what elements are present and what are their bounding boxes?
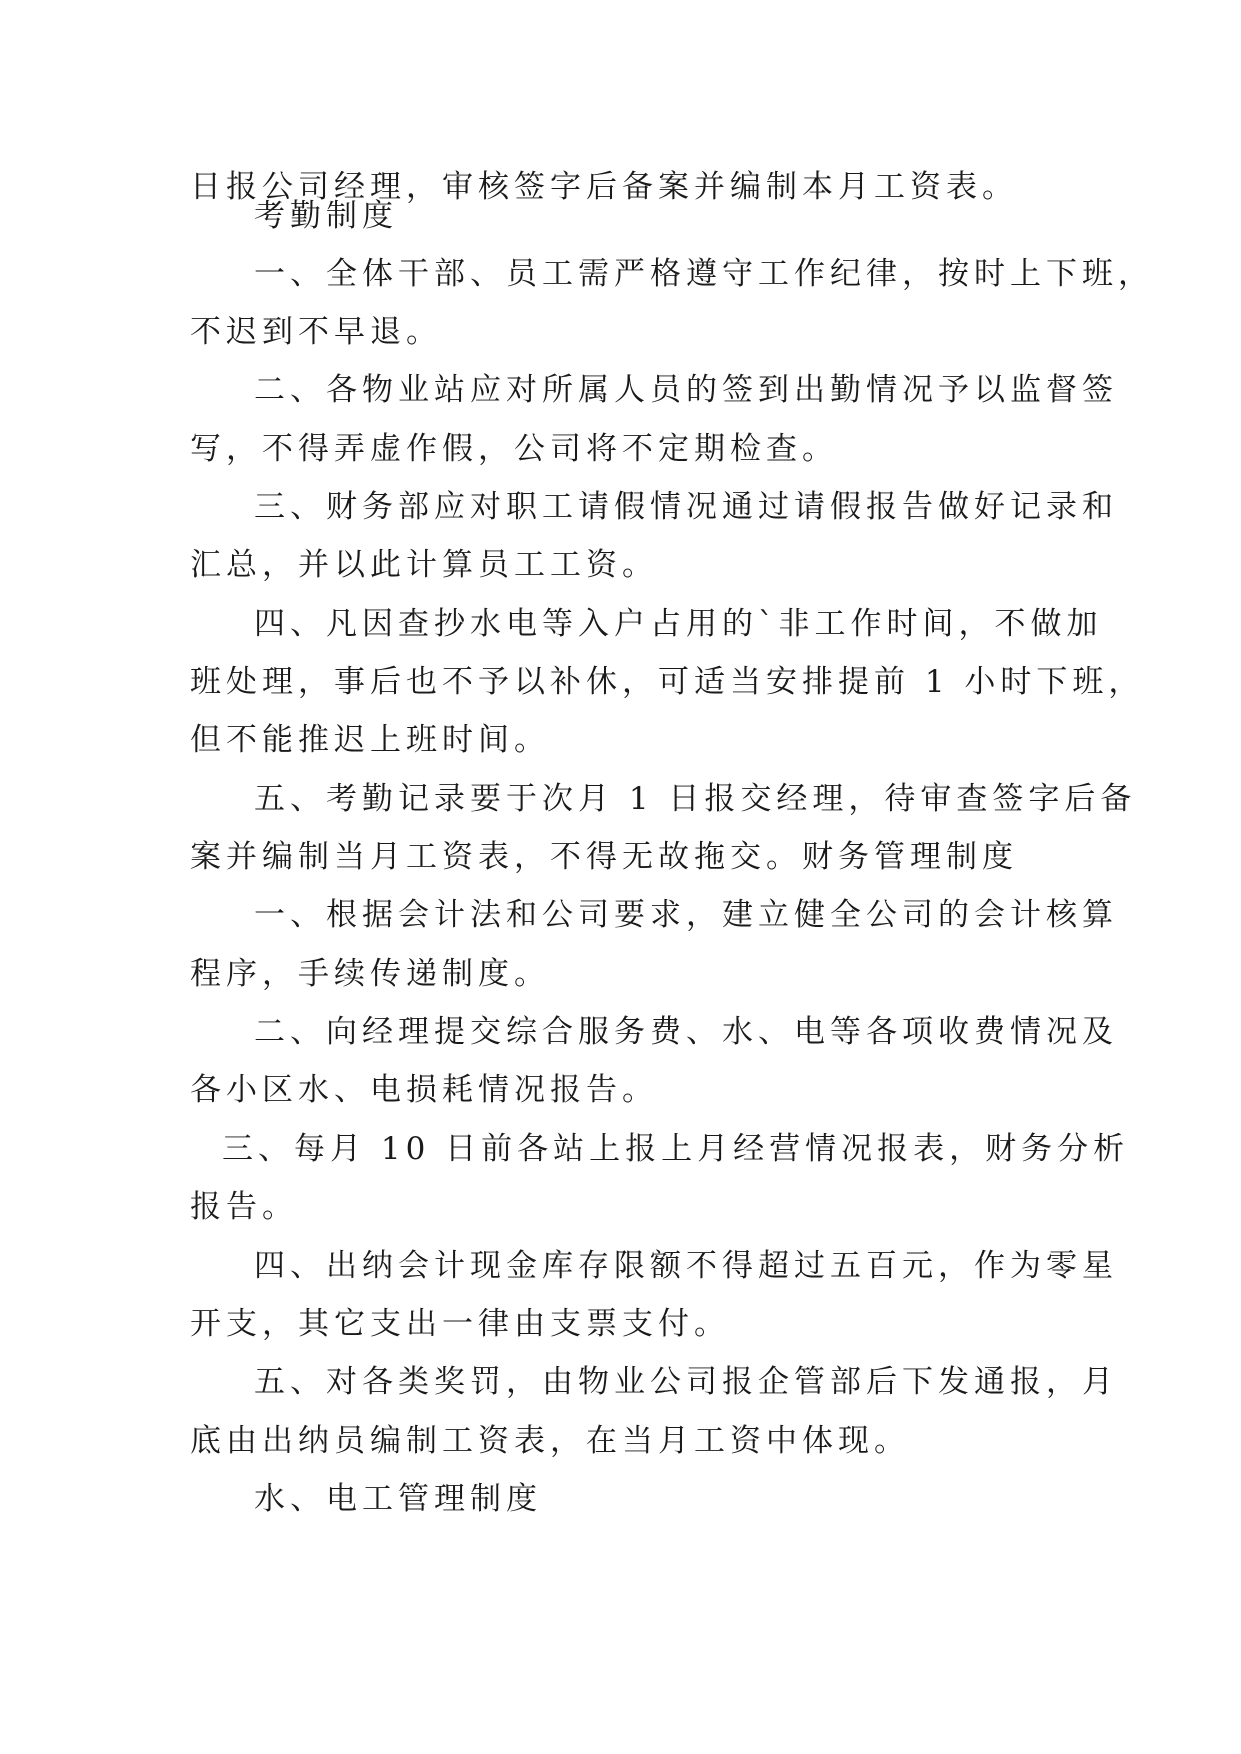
paragraph-line: 案并编制当月工资表，不得无故拖交。财务管理制度 <box>190 839 1018 875</box>
section-heading-attendance: 考勤制度 <box>254 198 398 234</box>
paragraph-line: 汇总，并以此计算员工工资。 <box>190 547 658 583</box>
paragraph-line: 写，不得弄虚作假，公司将不定期检查。 <box>190 431 838 467</box>
paragraph-line: 二、各物业站应对所属人员的签到出勤情况予以监督签 <box>254 372 1118 408</box>
paragraph-line: 一、全体干部、员工需严格遵守工作纪律，按时上下班， <box>254 256 1154 292</box>
paragraph-line: 报告。 <box>190 1189 298 1225</box>
paragraph-line: 三、每月 10 日前各站上报上月经营情况报表，财务分析 <box>222 1131 1130 1167</box>
paragraph-line: 一、根据会计法和公司要求，建立健全公司的会计核算 <box>254 897 1118 933</box>
paragraph-line: 底由出纳员编制工资表，在当月工资中体现。 <box>190 1423 910 1459</box>
paragraph-line: 三、财务部应对职工请假情况通过请假报告做好记录和 <box>254 489 1118 525</box>
paragraph-line: 但不能推迟上班时间。 <box>190 722 550 758</box>
paragraph-line: 五、考勤记录要于次月 1 日报交经理，待审查签字后备 <box>254 781 1137 817</box>
paragraph-line: 各小区水、电损耗情况报告。 <box>190 1072 658 1108</box>
section-heading-water-electric: 水、电工管理制度 <box>254 1481 542 1517</box>
paragraph-line: 日报公司经理，审核签字后备案并编制本月工资表。 <box>190 169 1018 205</box>
paragraph-line: 五、对各类奖罚，由物业公司报企管部后下发通报，月 <box>254 1364 1118 1400</box>
paragraph-line: 班处理，事后也不予以补休，可适当安排提前 1 小时下班， <box>190 664 1145 700</box>
paragraph-line: 四、凡因查抄水电等入户占用的`非工作时间，不做加 <box>254 606 1103 642</box>
paragraph-line: 开支，其它支出一律由支票支付。 <box>190 1306 730 1342</box>
paragraph-line: 四、出纳会计现金库存限额不得超过五百元，作为零星 <box>254 1248 1118 1284</box>
paragraph-line: 不迟到不早退。 <box>190 314 442 350</box>
paragraph-line: 二、向经理提交综合服务费、水、电等各项收费情况及 <box>254 1014 1118 1050</box>
paragraph-line: 程序，手续传递制度。 <box>190 956 550 992</box>
